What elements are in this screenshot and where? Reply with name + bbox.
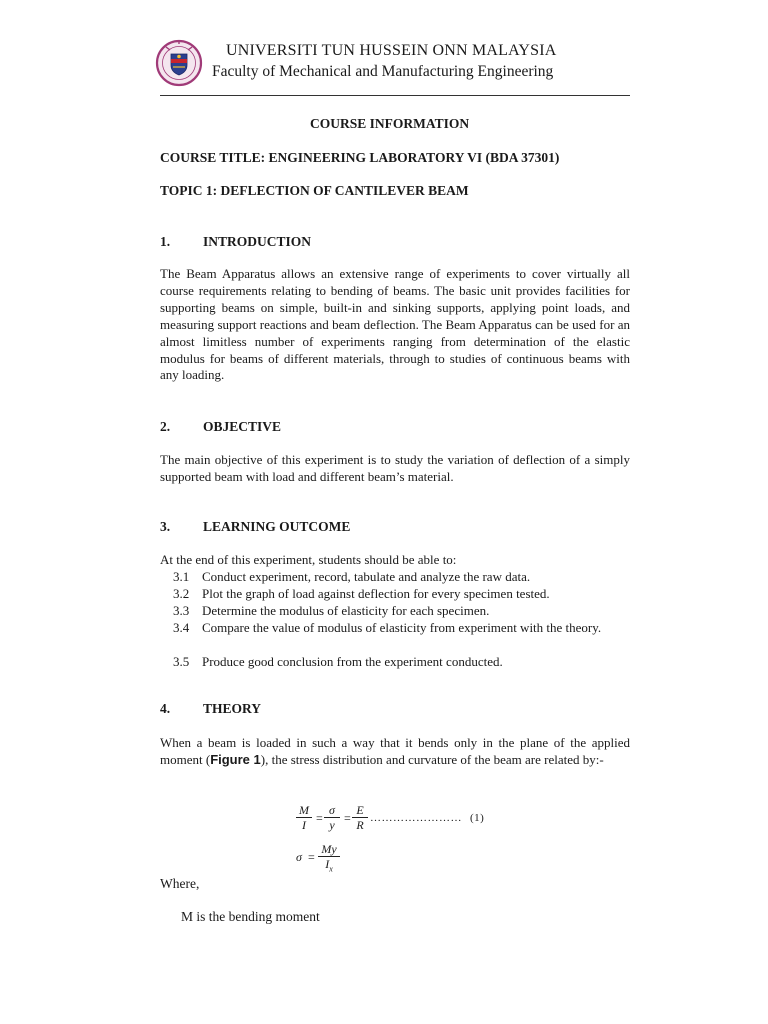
equals-sign: = xyxy=(344,811,351,825)
fraction-sigma-over-y xyxy=(324,803,340,833)
equation-number: (1) xyxy=(470,812,485,824)
theory-text-pre: When a beam is loaded in such a way that it bends only in the plane of the applied moment ( xyxy=(160,735,630,767)
list-item-text: Plot the graph of load against deflection for every specimen tested. xyxy=(202,586,550,601)
where-label: Where, xyxy=(160,876,200,891)
section-title-learning-outcome: LEARNING OUTCOME xyxy=(203,519,351,534)
faculty-name: Faculty of Mechanical and Manufacturing Engineering xyxy=(212,63,554,80)
equals-sign: = xyxy=(308,850,315,864)
section-number: 3. xyxy=(160,519,171,534)
list-item xyxy=(173,586,630,603)
course-title: COURSE TITLE: ENGINEERING LABORATORY VI (BDA 37301) xyxy=(160,150,560,165)
equation-leader-dots: …………………… xyxy=(370,812,462,824)
fraction-e-over-r xyxy=(352,803,368,833)
list-item xyxy=(173,603,630,620)
objective-paragraph: The main objective of this experiment is to study the variation of deflection of a simply supported beam with load and different beam’s material. xyxy=(160,452,630,484)
university-name: UNIVERSITI TUN HUSSEIN ONN MALAYSIA xyxy=(226,42,557,59)
numerator: M xyxy=(296,803,312,818)
section-title-theory: THEORY xyxy=(203,701,262,716)
numerator: E xyxy=(352,803,368,818)
section-number: 1. xyxy=(160,234,171,249)
section-number: 2. xyxy=(160,419,171,434)
denominator: I xyxy=(302,818,306,832)
list-item-number: 3.4 xyxy=(173,620,190,635)
numerator: σ xyxy=(324,803,340,818)
theory-text-post: ), the stress distribution and curvature of the beam are related by:- xyxy=(260,751,604,767)
list-item-text: Determine the modulus of elasticity for each specimen. xyxy=(202,603,490,618)
list-item-text: Produce good conclusion from the experiment conducted. xyxy=(202,654,503,669)
section-title-introduction: INTRODUCTION xyxy=(203,234,312,249)
section-title-objective: OBJECTIVE xyxy=(203,419,282,434)
denominator: $I_x$ xyxy=(325,857,333,874)
list-item xyxy=(173,654,630,671)
header-divider xyxy=(160,95,630,96)
numerator: My xyxy=(318,842,340,857)
topic-title: TOPIC 1: DEFLECTION OF CANTILEVER BEAM xyxy=(160,183,469,198)
list-item-number: 3.5 xyxy=(173,654,190,669)
fraction-m-over-i xyxy=(296,803,312,833)
list-item xyxy=(173,620,630,637)
university-crest-icon xyxy=(152,34,206,88)
list-item-text: Compare the value of modulus of elasticity from experiment with the theory. xyxy=(202,620,602,635)
figure-1-reference: Figure 1 xyxy=(210,751,261,767)
list-item-text: Conduct experiment, record, tabulate and analyze the raw data. xyxy=(202,569,531,584)
list-item xyxy=(173,569,630,586)
course-info-heading: COURSE INFORMATION xyxy=(310,116,470,131)
denominator: R xyxy=(356,818,364,832)
learning-outcome-intro: At the end of this experiment, students should be able to: xyxy=(160,552,457,567)
equation-2 xyxy=(296,842,376,876)
equation-1 xyxy=(290,803,520,839)
section-number: 4. xyxy=(160,701,171,716)
equals-sign: = xyxy=(316,811,323,825)
where-item-m: M is the bending moment xyxy=(181,909,320,924)
list-item-number: 3.3 xyxy=(173,603,190,618)
subscript: x xyxy=(329,864,333,874)
introduction-paragraph: The Beam Apparatus allows an extensive range of experiments to cover virtually all course requirements relating to bending of beams. The basic unit provides facilities for supporting beams on simple, built-in and sinking supports, applying point loads, and measuring support reactions and beam deflection. The Beam Apparatus can be used for an almost limitless number of experiments ranging from determination of the elastic modulus for beams of different materials, through to studies of continuous beams with any loading. xyxy=(160,266,630,383)
sigma-symbol: σ xyxy=(296,850,302,864)
letterhead xyxy=(150,34,630,96)
list-item-number: 3.1 xyxy=(173,569,190,584)
denominator: y xyxy=(329,818,335,832)
theory-paragraph xyxy=(160,735,630,769)
fraction-my-over-ix xyxy=(318,842,340,876)
list-item-number: 3.2 xyxy=(173,586,190,601)
